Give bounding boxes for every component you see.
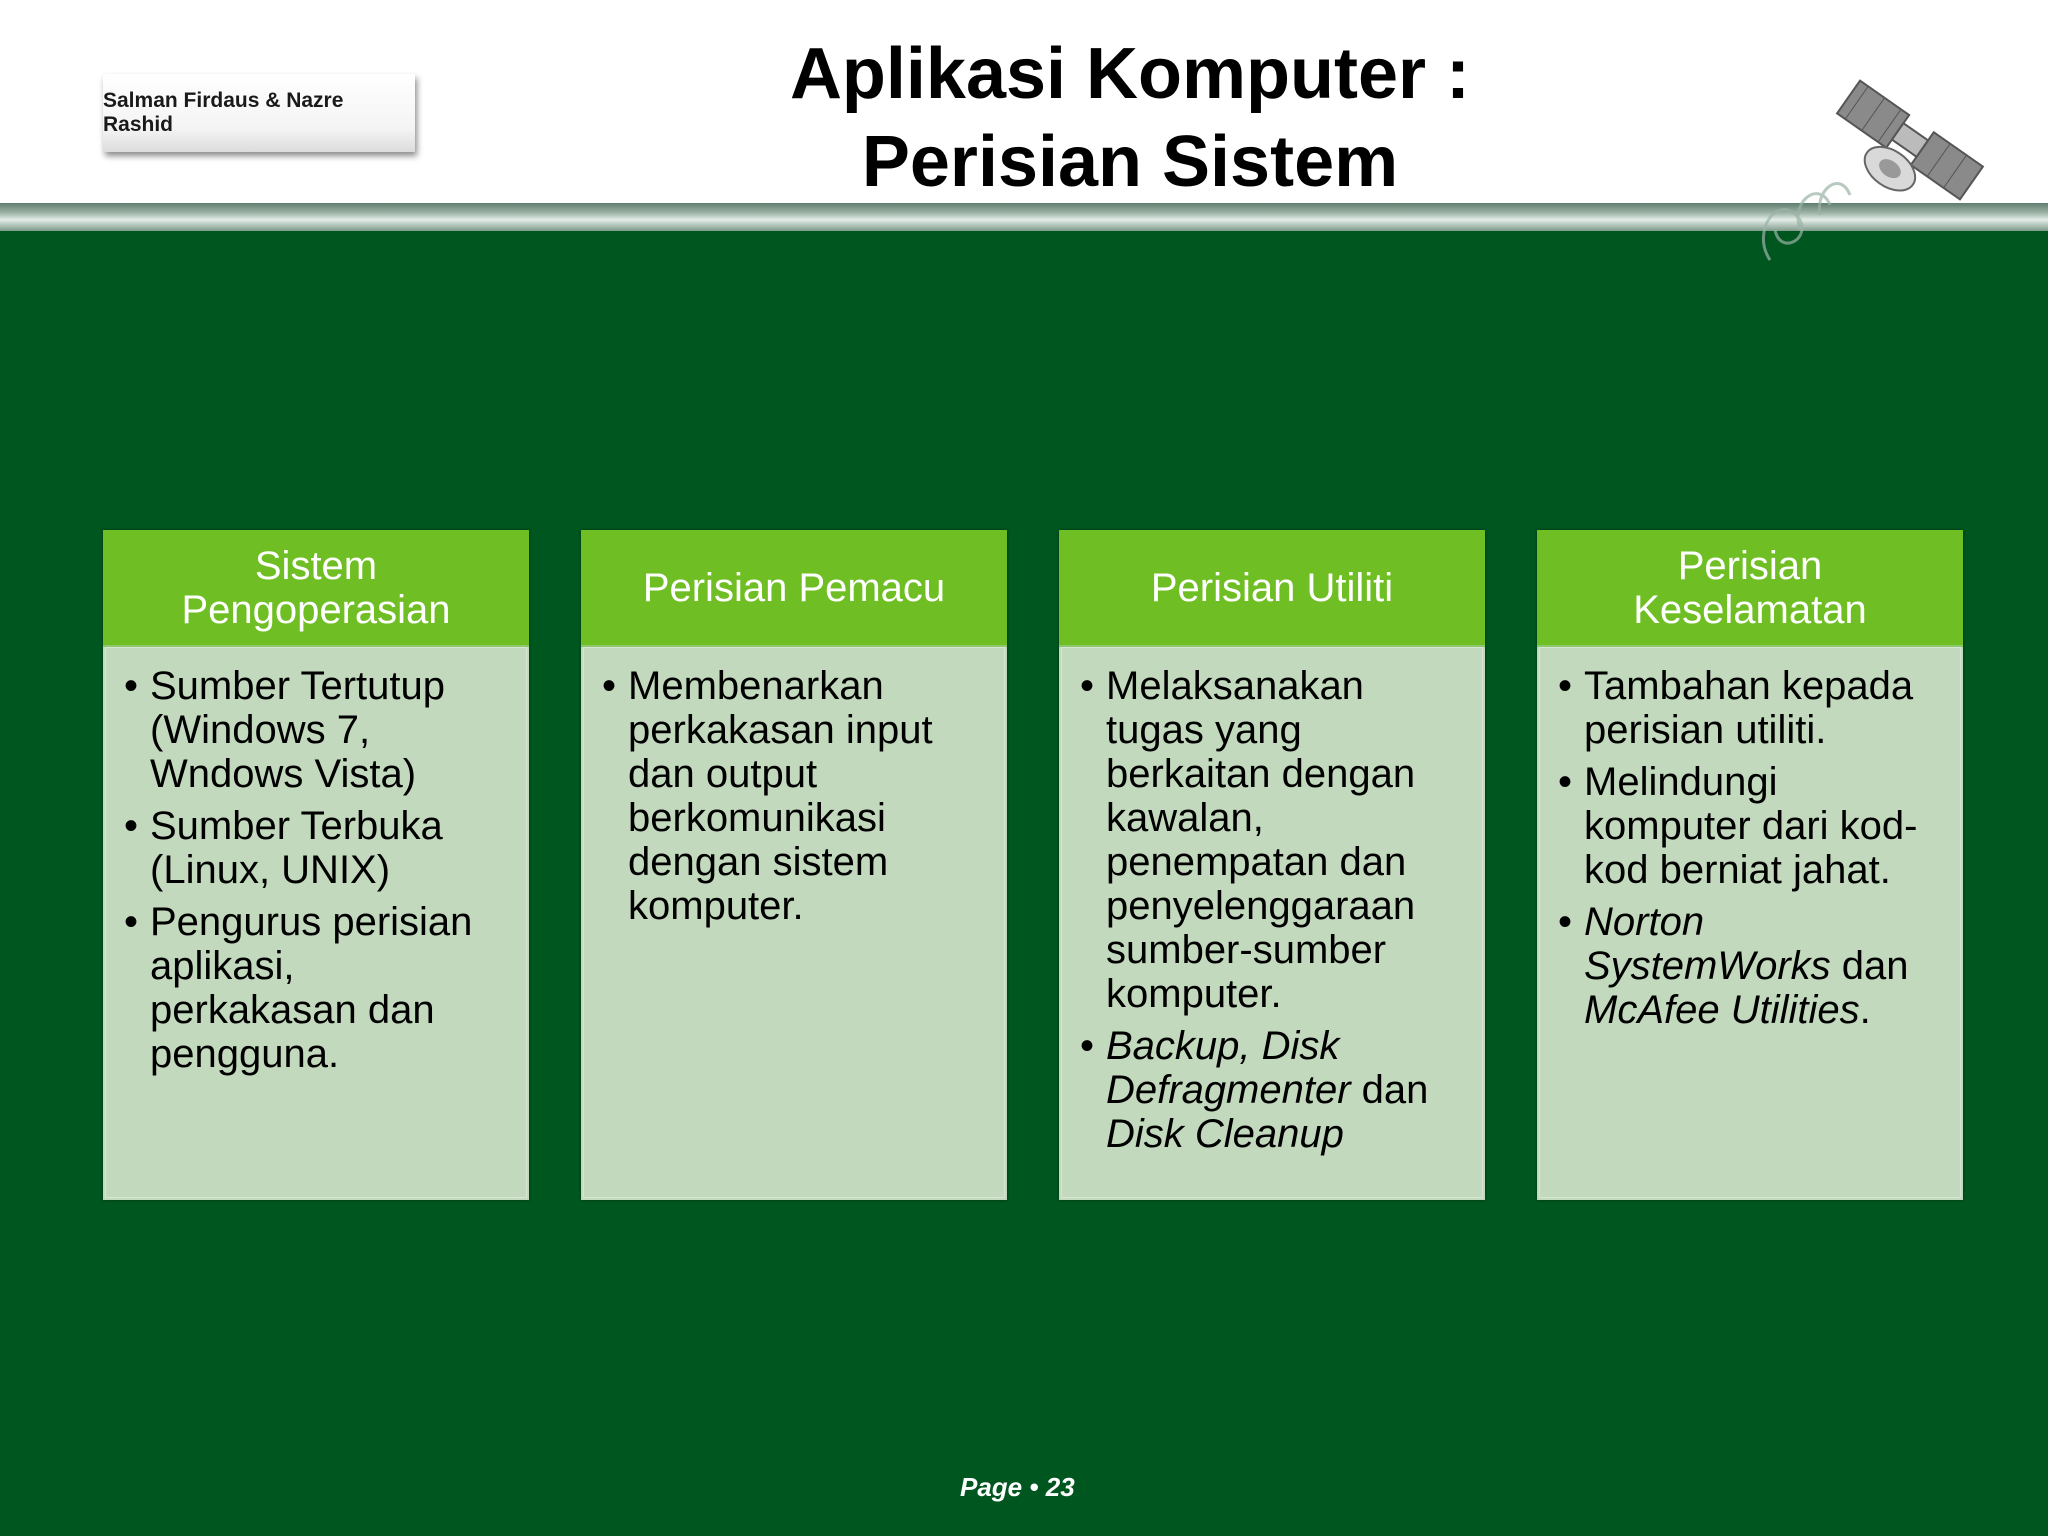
bullet-text: dan [1350,1068,1429,1112]
bullet-item [150,804,508,892]
bullet-text: Norton SystemWorks [1584,900,1831,988]
bullet-text: McAfee Utilities [1584,988,1860,1032]
card-title: Perisian Keselamatan [1633,543,1867,632]
bullet-text: Membenarkan perkakasan input dan output berkomunikasi dengan sistem komputer. [628,664,933,928]
bullet-list [1062,648,1482,1156]
bullet-item [150,900,508,1076]
card-perisian-utiliti [1059,530,1485,1200]
page-number-value: 23 [1045,1472,1075,1502]
bullet-list [106,648,526,1076]
bullet-text: Tambahan kepada perisian utiliti. [1584,664,1914,752]
card-header [1537,530,1963,647]
card-header [1059,530,1485,647]
bullet-item [1584,900,1942,1032]
card-body [583,647,1005,1198]
bullet-item [1584,664,1942,752]
title-line-2: Perisian Sistem [861,122,1399,202]
bullet-text: Sumber Tertutup (Windows 7, Wndows Vista) [150,664,445,796]
bullet-text: Backup, Disk Defragmenter [1106,1024,1351,1112]
bullet-list [1540,648,1960,1032]
bullet-text: Disk Cleanup [1106,1112,1344,1156]
card-body [1061,647,1483,1198]
slide-title [700,30,1560,206]
card-header [581,530,1007,647]
author-label: Salman Firdaus & Nazre Rashid [103,74,415,152]
bullet-item [1584,760,1942,892]
card-title: Perisian Pemacu [642,565,946,610]
card-header [103,530,529,647]
card-sistem-pengoperasian [103,530,529,1200]
bullet-item [150,664,508,796]
card-body [1539,647,1961,1198]
title-line-1: Aplikasi Komputer : [789,34,1471,114]
bullet-text: Melindungi komputer dari kod-kod berniat jahat. [1584,760,1918,892]
bullet-text: Sumber Terbuka (Linux, UNIX) [150,804,443,892]
card-perisian-pemacu [581,530,1007,1200]
bullet-item [628,664,986,928]
card-title: Perisian Utiliti [1150,565,1394,610]
bullet-text: . [1859,988,1871,1032]
satellite-icon [1740,30,2040,280]
bullet-item [1106,1024,1464,1156]
card-body [105,647,527,1198]
page-number [960,1472,1100,1503]
page-separator: • [1029,1472,1039,1502]
card-title: Sistem Pengoperasian [181,543,451,632]
bullet-text: Pengurus perisian aplikasi, perkakasan dan pengguna. [150,900,473,1076]
bullet-item [1106,664,1464,1016]
card-perisian-keselamatan [1537,530,1963,1200]
page-label: Page [960,1472,1023,1502]
bullet-text: Melaksanakan tugas yang berkaitan dengan kawalan, penempatan dan penyelenggaraan sumber-sumber komputer. [1106,664,1416,1016]
bullet-text: dan [1830,944,1909,988]
bullet-list [584,648,1004,928]
